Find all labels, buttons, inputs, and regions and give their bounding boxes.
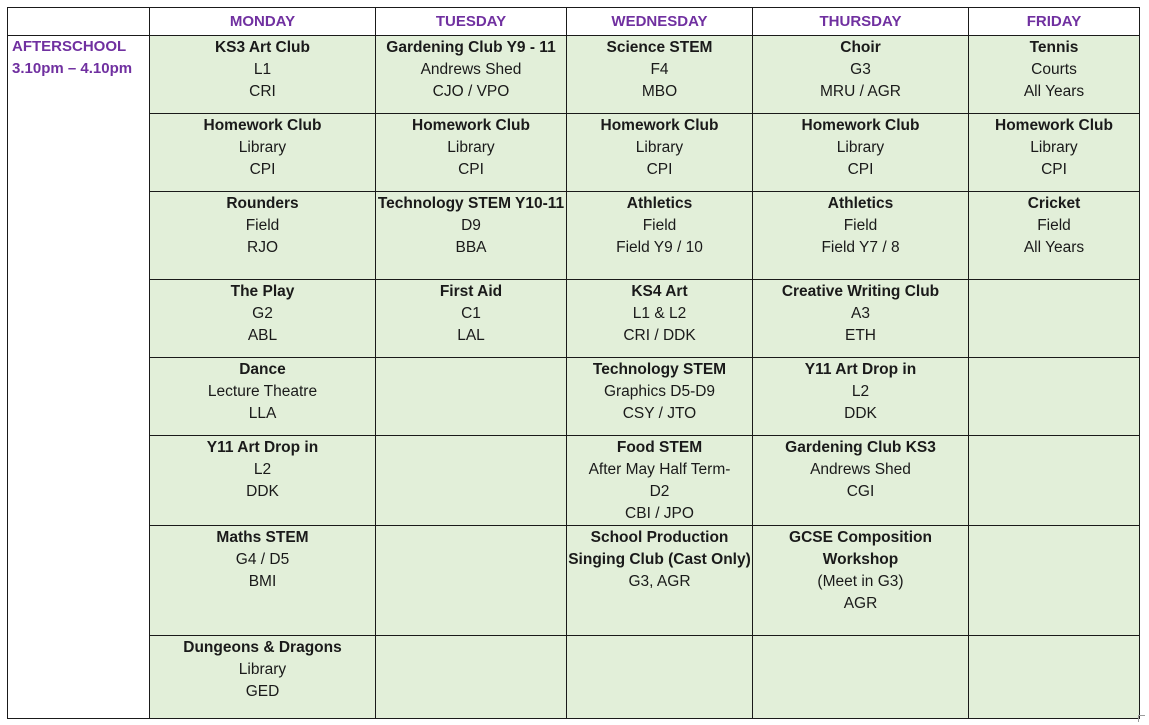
activity-title: Y11 Art Drop in — [206, 439, 319, 456]
activity-title: The Play — [230, 283, 295, 300]
activity-cell-tuesday — [376, 192, 567, 280]
activity-cell-tuesday — [376, 526, 567, 636]
activity-detail: L2 — [253, 461, 272, 478]
activity-detail: AGR — [843, 595, 878, 612]
activity-detail: L1 & L2 — [632, 305, 687, 322]
activity-detail: CPI — [847, 161, 874, 178]
activity-title: Creative Writing Club — [781, 283, 940, 300]
activity-cell-monday — [150, 114, 376, 192]
activity-title: Dungeons & Dragons — [183, 639, 342, 656]
activity-detail: D9 — [461, 217, 481, 234]
activity-cell-thursday — [753, 114, 969, 192]
club-timetable — [7, 7, 1140, 719]
activity-cell-thursday — [753, 192, 969, 280]
table-row — [8, 114, 1140, 192]
page-corner-mark — [1138, 715, 1145, 722]
afterschool-title: AFTERSCHOOL — [12, 38, 127, 55]
activity-title: Choir — [840, 39, 881, 56]
activity-cell-monday — [150, 358, 376, 436]
activity-detail: Library — [1030, 139, 1078, 156]
activity-detail: Andrews Shed — [420, 61, 522, 78]
activity-cell-monday — [150, 280, 376, 358]
activity-cell-friday — [969, 280, 1140, 358]
activity-cell-tuesday — [376, 436, 567, 526]
activity-detail: CJO / VPO — [432, 83, 510, 100]
activity-title: Maths STEM — [216, 529, 309, 546]
activity-cell-tuesday — [376, 114, 567, 192]
activity-title: Technology STEM — [592, 361, 727, 378]
activity-cell-tuesday — [376, 280, 567, 358]
activity-detail: ETH — [845, 327, 876, 344]
activity-detail: Lecture Theatre — [207, 383, 318, 400]
table-row — [8, 526, 1140, 636]
activity-detail: G2 — [252, 305, 273, 322]
activity-title: KS4 Art — [631, 283, 688, 300]
activity-detail: Andrews Shed — [810, 461, 911, 478]
activity-cell-wednesday — [567, 36, 753, 114]
day-header-friday: FRIDAY — [969, 8, 1140, 36]
activity-title: Athletics — [626, 195, 693, 212]
activity-cell-thursday — [753, 636, 969, 719]
activity-detail: Field — [245, 217, 280, 234]
activity-cell-thursday — [753, 280, 969, 358]
activity-detail: LLA — [248, 405, 277, 422]
activity-title: Gardening Club KS3 — [785, 439, 936, 456]
activity-title: Homework Club — [801, 117, 920, 134]
activity-title: Y11 Art Drop in — [804, 361, 917, 378]
activity-detail: ABL — [247, 327, 278, 344]
table-row — [8, 636, 1140, 719]
table-row — [8, 358, 1140, 436]
activity-detail: G3 — [850, 61, 871, 78]
activity-cell-monday — [150, 436, 376, 526]
activity-title: Athletics — [827, 195, 894, 212]
activity-detail: DDK — [844, 405, 877, 422]
activity-detail: Field — [642, 217, 677, 234]
activity-detail: Field — [843, 217, 878, 234]
activity-detail: Graphics D5-D9 — [603, 383, 716, 400]
activity-detail: Courts — [1031, 61, 1077, 78]
activity-detail: LAL — [457, 327, 485, 344]
activity-cell-friday — [969, 436, 1140, 526]
activity-cell-wednesday — [567, 358, 753, 436]
activity-detail: CGI — [846, 483, 875, 500]
activity-cell-thursday — [753, 36, 969, 114]
activity-title: Rounders — [226, 195, 299, 212]
activity-title: Gardening Club Y9 - 11 — [386, 39, 556, 56]
activity-cell-friday — [969, 36, 1140, 114]
activity-detail: Library — [238, 661, 287, 678]
activity-detail: All Years — [1023, 83, 1085, 100]
activity-cell-wednesday — [567, 636, 753, 719]
activity-cell-friday — [969, 114, 1140, 192]
activity-detail: MRU / AGR — [820, 83, 901, 100]
activity-cell-friday — [969, 192, 1140, 280]
activity-cell-thursday — [753, 526, 969, 636]
activity-detail: A3 — [851, 305, 870, 322]
activity-title: Homework Club — [203, 117, 322, 134]
activity-detail: MBO — [641, 83, 678, 100]
activity-title: Homework Club — [412, 117, 530, 134]
activity-cell-monday — [150, 192, 376, 280]
activity-detail: D2 — [649, 483, 670, 500]
activity-detail: Library — [447, 139, 495, 156]
table-row — [8, 192, 1140, 280]
activity-cell-wednesday — [567, 114, 753, 192]
table-row — [8, 280, 1140, 358]
activity-detail: DDK — [246, 483, 279, 500]
activity-cell-wednesday — [567, 526, 753, 636]
day-header-wednesday: WEDNESDAY — [567, 8, 753, 36]
corner-cell — [8, 8, 150, 36]
activity-cell-friday — [969, 526, 1140, 636]
activity-title: Cricket — [1027, 195, 1081, 212]
activity-cell-tuesday — [376, 36, 567, 114]
activity-cell-monday — [150, 636, 376, 719]
activity-cell-friday — [969, 358, 1140, 436]
activity-title: Food STEM — [616, 439, 703, 456]
activity-detail: CBI / JPO — [625, 505, 694, 522]
afterschool-label-cell — [8, 36, 150, 719]
activity-cell-wednesday — [567, 280, 753, 358]
activity-detail: CSY / JTO — [622, 405, 697, 422]
activity-detail: CPI — [249, 161, 276, 178]
activity-cell-thursday — [753, 358, 969, 436]
activity-detail: L2 — [851, 383, 870, 400]
activity-detail: F4 — [650, 61, 669, 78]
activity-cell-friday — [969, 636, 1140, 719]
day-header-thursday: THURSDAY — [753, 8, 969, 36]
activity-title: Tennis — [1029, 39, 1079, 56]
activity-detail: G3, AGR — [628, 573, 691, 590]
activity-detail: GED — [245, 683, 280, 700]
activity-cell-monday — [150, 36, 376, 114]
table-row — [8, 436, 1140, 526]
activity-detail: L1 — [253, 61, 272, 78]
activity-title: Dance — [239, 361, 286, 378]
day-header-row — [8, 8, 1140, 36]
activity-detail: G4 / D5 — [235, 551, 290, 568]
activity-detail: Library — [836, 139, 885, 156]
activity-cell-wednesday — [567, 192, 753, 280]
activity-cell-tuesday — [376, 358, 567, 436]
activity-detail: CRI / DDK — [623, 327, 696, 344]
day-header-tuesday: TUESDAY — [376, 8, 567, 36]
activity-title: School Production Singing Club (Cast Only) — [568, 529, 751, 568]
table-row — [8, 36, 1140, 114]
activity-detail: CPI — [458, 161, 484, 178]
activity-detail: Library — [635, 139, 684, 156]
activity-detail: Field Y9 / 10 — [616, 239, 703, 256]
activity-detail: BMI — [248, 573, 277, 590]
activity-detail: CPI — [646, 161, 673, 178]
activity-title: Homework Club — [995, 117, 1113, 134]
activity-detail: After May Half Term- — [588, 461, 731, 478]
activity-detail: (Meet in G3) — [817, 573, 904, 590]
activity-title: Technology STEM Y10-11 — [377, 195, 565, 212]
activity-detail: Library — [238, 139, 287, 156]
afterschool-time: 3.10pm – 4.10pm — [12, 60, 133, 77]
activity-cell-thursday — [753, 436, 969, 526]
activity-title: Homework Club — [600, 117, 719, 134]
activity-cell-wednesday — [567, 436, 753, 526]
activity-cell-monday — [150, 526, 376, 636]
day-header-monday: MONDAY — [150, 8, 376, 36]
activity-cell-tuesday — [376, 636, 567, 719]
activity-detail: CPI — [1041, 161, 1067, 178]
activity-detail: BBA — [455, 239, 487, 256]
activity-detail: Field Y7 / 8 — [821, 239, 900, 256]
activity-detail: C1 — [461, 305, 481, 322]
activity-detail: CRI — [249, 83, 276, 100]
activity-title: First Aid — [439, 283, 503, 300]
activity-title: GCSE Composition Workshop — [789, 529, 932, 568]
activity-title: KS3 Art Club — [214, 39, 310, 56]
activity-detail: All Years — [1023, 239, 1085, 256]
activity-detail: Field — [1037, 217, 1071, 234]
activity-title: Science STEM — [606, 39, 713, 56]
activity-detail: RJO — [247, 239, 278, 256]
